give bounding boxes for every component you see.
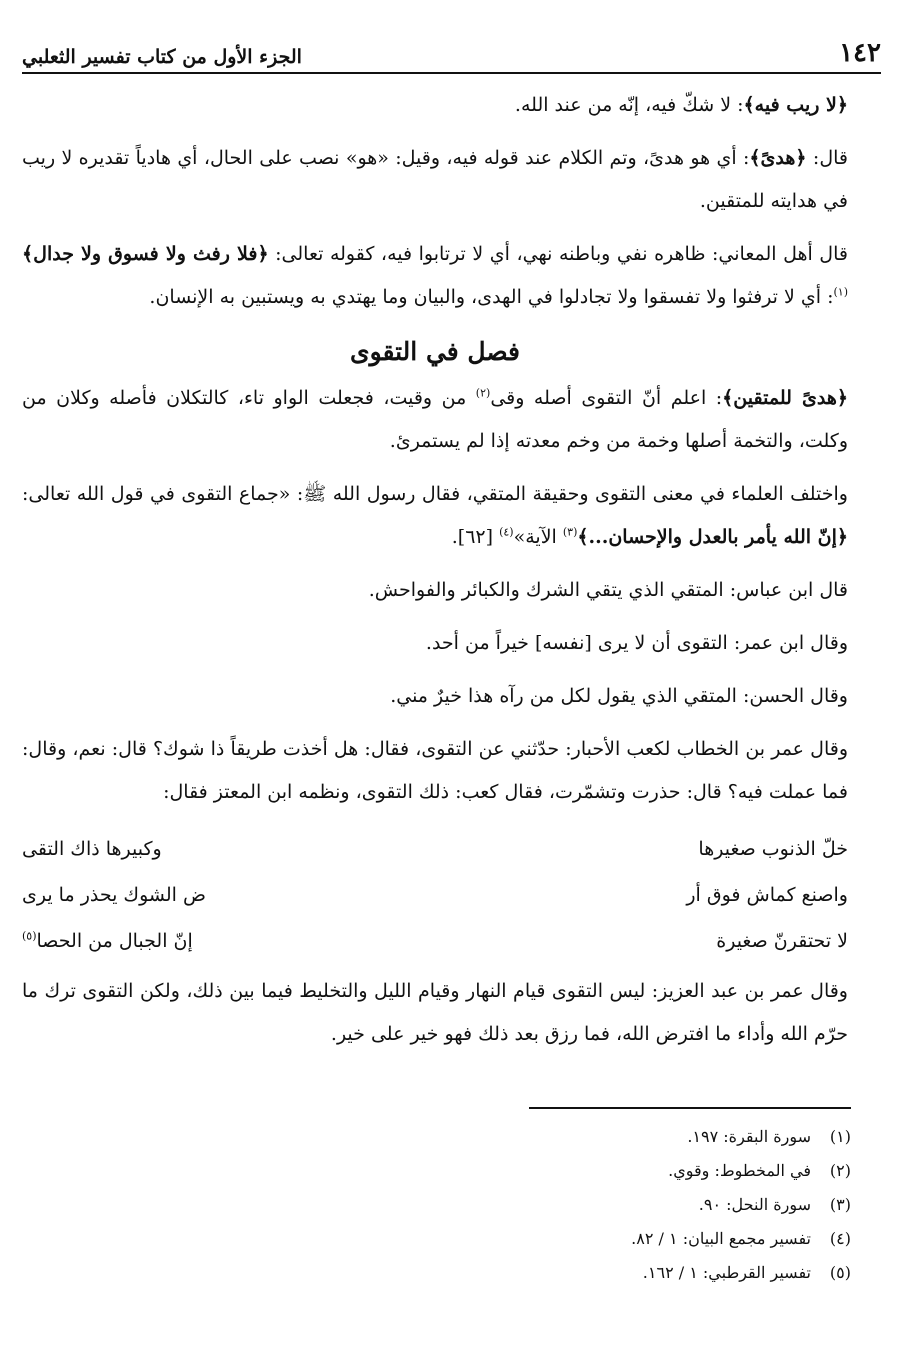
footnote-ref: (٣) — [562, 525, 578, 539]
quran-quote: ﴿فلا رفث ولا فسوق ولا جدال﴾ — [22, 243, 269, 265]
quran-quote: ﴿لا ريب فيه﴾ — [743, 94, 848, 116]
footnote-number: (٤) — [829, 1229, 851, 1248]
footnote — [431, 1154, 851, 1188]
page-body — [22, 84, 848, 1066]
paragraph — [22, 377, 848, 463]
footnote-ref: (١) — [833, 285, 848, 299]
quran-quote: ﴿إنّ الله يأمر بالعدل والإحسان...﴾ — [577, 526, 848, 548]
second-hemistich: ض الشوك يحذر ما يرى — [22, 884, 206, 906]
running-title: الجزء الأول من كتاب تفسير الثعلبي — [22, 46, 302, 68]
paragraph — [22, 84, 848, 127]
paragraph-text: : أي هو هدىً، وتم الكلام عند قوله فيه، وقيل: «هو» نصب على الحال، أي هادياً تقديره لا ريب في هدايته للمتقين. — [22, 147, 848, 212]
footnote-text: تفسير القرطبي: ١ / ١٦٢. — [642, 1263, 811, 1282]
second-hemistich: وكبيرها ذاك التقى — [22, 838, 162, 860]
paragraph: وقال الحسن: المتقي الذي يقول لكل من رآه هذا خيرٌ مني. — [390, 685, 848, 707]
footnote — [431, 1188, 851, 1222]
footnote-divider — [529, 1107, 851, 1109]
poem — [22, 826, 848, 964]
footnote-text: سورة النحل: ٩٠. — [698, 1195, 811, 1214]
poem-verse — [22, 826, 848, 872]
paragraph-text: واختلف العلماء في معنى التقوى وحقيقة المتقي، فقال رسول الله ﷺ: «جماع التقوى في قول الله تعالى: — [22, 483, 848, 505]
section-heading: فصل في التقوى — [350, 337, 520, 366]
poem-verse — [22, 872, 848, 918]
quran-quote: ﴿هدىً﴾ — [749, 147, 807, 169]
paragraph-text: من وقيت، فجعلت الواو تاء، كالتكلان فأصله وكلان من وكلت، والتخمة أصلها وخمة من وخم معدته إذا لم يستمرئ. — [22, 387, 848, 452]
footnote-text: في المخطوط: وقوي. — [668, 1161, 811, 1180]
paragraph-text: : اعلم أنّ التقوى أصله وقى — [490, 387, 723, 409]
poem-verse — [22, 918, 848, 964]
footnote-ref: (٤) — [499, 525, 514, 539]
paragraph-text: : لا شكّ فيه، إنّه من عند الله. — [514, 94, 744, 116]
footnote-text: سورة البقرة: ١٩٧. — [687, 1127, 811, 1146]
first-hemistich: خلّ الذنوب صغيرها — [698, 838, 848, 860]
second-hemistich — [22, 918, 407, 964]
page-header — [22, 24, 881, 74]
first-hemistich: واصنع كماش فوق أر — [686, 884, 848, 906]
paragraph — [22, 233, 848, 319]
paragraph: وقال عمر بن الخطاب لكعب الأحبار: حدّثني عن التقوى، فقال: هل أخذت طريقاً ذا شوك؟ قال: نعم، وقال: فما عملت فيه؟ قال: حذرت وتشمّرت، فقال كعب: ذلك التقوى، ونظمه ابن المعتز فقال: — [22, 738, 848, 803]
second-hemistich-text: إنّ الجبال من الحصا — [36, 930, 193, 952]
paragraph: قال ابن عباس: المتقي الذي يتقي الشرك والكبائر والفواحش. — [368, 579, 848, 601]
footnotes — [431, 1120, 851, 1290]
paragraph: وقال عمر بن عبد العزيز: ليس التقوى قيام النهار وقيام الليل والتخليط فيما بين ذلك، ولكن التقوى ترك ما حرّم الله وأداء ما افترض الله، فما رزق بعد ذلك فهو خير على خير. — [22, 980, 848, 1045]
paragraph: وقال ابن عمر: التقوى أن لا يرى [نفسه] خيراً من أحد. — [425, 632, 848, 654]
footnote-number: (٣) — [829, 1195, 851, 1214]
footnote-ref: (٥) — [22, 929, 37, 943]
paragraph-text: قال: — [806, 147, 848, 169]
footnote — [431, 1120, 851, 1154]
quran-quote: ﴿هدىً للمتقين﴾ — [722, 387, 848, 409]
paragraph — [22, 137, 848, 223]
footnote — [431, 1222, 851, 1256]
footnote-number: (٥) — [829, 1263, 851, 1282]
page-number: ١٤٢ — [839, 38, 881, 68]
paragraph-text: قال أهل المعاني: ظاهره نفي وباطنه نهي، أي لا ترتابوا فيه، كقوله تعالى: — [268, 243, 848, 265]
paragraph — [22, 473, 848, 559]
footnote-number: (٢) — [829, 1161, 851, 1180]
paragraph-text: [٦٢]. — [451, 526, 500, 548]
first-hemistich: لا تحتقرنّ صغيرة — [716, 930, 848, 952]
paragraph-text: : أي لا ترفثوا ولا تفسقوا ولا تجادلوا في الهدى، والبيان وما يهتدي به ويستبين به الإنسان. — [149, 286, 834, 308]
footnote-ref: (٢) — [475, 386, 491, 400]
paragraph-text: الآية» — [513, 526, 563, 548]
footnote — [431, 1256, 851, 1290]
footnote-text: تفسير مجمع البيان: ١ / ٨٢. — [631, 1229, 811, 1248]
footnote-number: (١) — [829, 1127, 851, 1146]
